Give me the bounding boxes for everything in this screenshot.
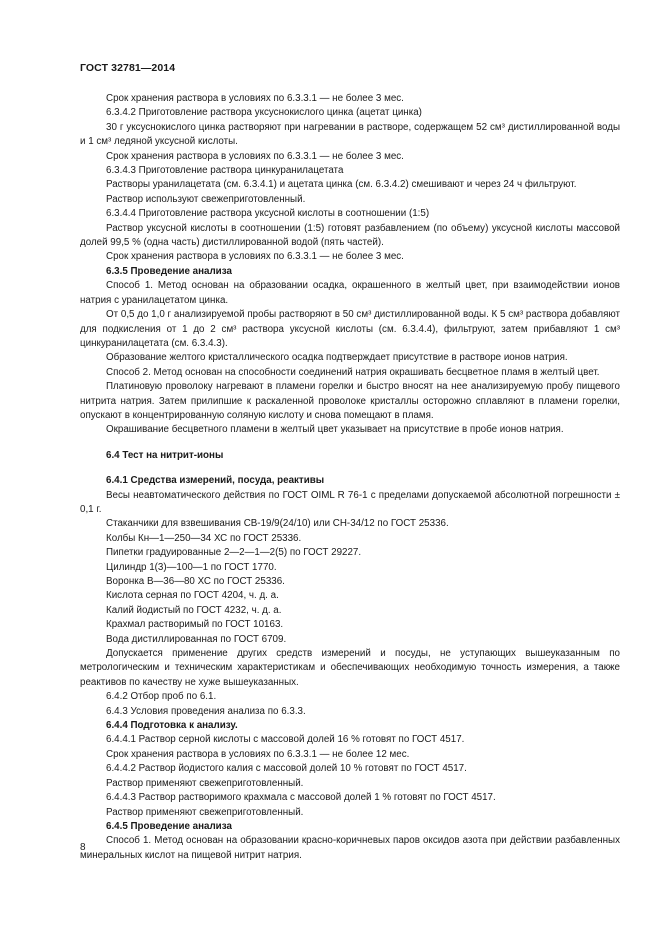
paragraph: Способ 1. Метод основан на образовании красно-коричневых паров оксидов азота при действии разбавленных минеральных кислот на пищевой нитрит натрия. <box>80 835 620 861</box>
paragraph: Срок хранения раствора в условиях по 6.3.3.1 — не более 3 мес. <box>106 93 404 104</box>
list-item: Вода дистиллированная по ГОСТ 6709. <box>106 633 287 645</box>
section-heading: 6.4.5 Проведение анализа <box>106 820 232 832</box>
paragraph: Образование желтого кристаллического осадка подтверждает присутствие в растворе ионов натрия. <box>106 352 568 364</box>
paragraph: Способ 1. Метод основан на образовании осадка, окрашенного в желтый цвет, при взаимодействии ионов натрия с уранилацетатом цинка. <box>80 280 620 306</box>
subsection-heading: 6.3.4.3 Приготовление раствора цинкуранилацетата <box>106 165 344 177</box>
paragraph: 6.4.2 Отбор проб по 6.1. <box>106 691 217 703</box>
paragraph: Срок хранения раствора в условиях по 6.3.3.1 — не более 3 мес. <box>106 150 404 162</box>
subsection-heading: 6.3.4.2 Приготовление раствора уксуснокислого цинка (ацетат цинка) <box>106 107 422 119</box>
paragraph: Растворы уранилацетата (см. 6.3.4.1) и ацетата цинка (см. 6.3.4.2) смешивают и через 24 ч фильтруют. <box>106 179 577 191</box>
paragraph: Допускается применение других средств измерений и посуды, не уступающих вышеуказанным по метрологическим и техническим характеристикам и обеспечивающих необходимую точность измерения, а также реактивов по качеству не хуже вышеуказанных. <box>80 648 620 688</box>
paragraph: От 0,5 до 1,0 г анализируемой пробы растворяют в 50 см³ дистиллированной воды. К 5 см³ раствора добавляют для подкисления от 1 до 2 см³ раствора уксусной кислоты (см. 6.3.4.4), фильтруют, затем прибавляют 1 см³ цинкуранилацетата (см. 6.3.4.3). <box>80 309 620 349</box>
paragraph: Срок хранения раствора в условиях по 6.3.3.1 — не более 3 мес. <box>106 251 404 263</box>
paragraph: 30 г уксуснокислого цинка растворяют при нагревании в растворе, содержащем 52 см³ дистиллированной воды и 1 см³ ледяной уксусной кислоты. <box>80 121 620 148</box>
paragraph: 6.4.4.2 Раствор йодистого калия с массовой долей 10 % готовят по ГОСТ 4517. <box>106 763 467 775</box>
list-item: Колбы Кн—1—250—34 ХС по ГОСТ 25336. <box>106 532 302 544</box>
document-header: ГОСТ 32781—2014 <box>80 62 176 74</box>
paragraph: Окрашивание бесцветного пламени в желтый цвет указывает на присутствие в пробе ионов натрия. <box>106 424 564 436</box>
list-item: Стаканчики для взвешивания СВ-19/9(24/10) или СН-34/12 по ГОСТ 25336. <box>106 518 449 530</box>
section-heading: 6.3.5 Проведение анализа <box>106 265 232 277</box>
page-number: 8 <box>80 842 86 853</box>
page-body <box>80 92 620 863</box>
paragraph: Срок хранения раствора в условиях по 6.3.3.1 — не более 12 мес. <box>106 748 410 760</box>
section-heading: 6.4.1 Средства измерений, посуда, реактивы <box>106 475 325 487</box>
list-item: Калий йодистый по ГОСТ 4232, ч. д. а. <box>106 604 282 616</box>
paragraph: Платиновую проволоку нагревают в пламени горелки и быстро вносят на нее анализируемую пробу пищевого нитрита натрия. Затем прилипшие к раскаленной проволоке кристаллы осторожно сплавляют в пламени горелки, опускают в концентрированную соляную кислоту и снова помещают в пламя. <box>80 381 620 421</box>
list-item: Пипетки градуированные 2—2—1—2(5) по ГОСТ 29227. <box>106 547 362 559</box>
paragraph: 6.4.3 Условия проведения анализа по 6.3.3. <box>106 705 306 717</box>
paragraph: Раствор используют свежеприготовленный. <box>106 193 306 205</box>
subsection-heading: 6.3.4.4 Приготовление раствора уксусной кислоты в соотношении (1:5) <box>106 208 430 220</box>
list-item: Цилиндр 1(3)—100—1 по ГОСТ 1770. <box>106 561 277 573</box>
section-heading: 6.4.4 Подготовка к анализу. <box>106 720 238 732</box>
paragraph: 6.4.4.1 Раствор серной кислоты с массовой долей 16 % готовят по ГОСТ 4517. <box>106 734 465 746</box>
section-heading: 6.4 Тест на нитрит-ионы <box>106 449 224 461</box>
paragraph: Весы неавтоматического действия по ГОСТ OIML R 76-1 с пределами допускаемой абсолютной погрешности ± 0,1 г. <box>80 489 620 515</box>
paragraph: 6.4.4.3 Раствор растворимого крахмала с массовой долей 1 % готовят по ГОСТ 4517. <box>106 792 496 804</box>
paragraph: Способ 2. Метод основан на способности соединений натрия окрашивать бесцветное пламя в желтый цвет. <box>106 366 600 378</box>
list-item: Крахмал растворимый по ГОСТ 10163. <box>106 619 284 631</box>
list-item: Воронка В—36—80 ХС по ГОСТ 25336. <box>106 576 285 587</box>
paragraph: Раствор применяют свежеприготовленный. <box>106 806 304 818</box>
paragraph: Раствор применяют свежеприготовленный. <box>106 777 304 789</box>
paragraph: Раствор уксусной кислоты в соотношении (1:5) готовят разбавлением (по объему) уксусной кислоты массовой долей 99,5 % (одна часть) дистиллированной водой (пять частей). <box>80 222 620 249</box>
list-item: Кислота серная по ГОСТ 4204, ч. д. а. <box>106 590 279 602</box>
